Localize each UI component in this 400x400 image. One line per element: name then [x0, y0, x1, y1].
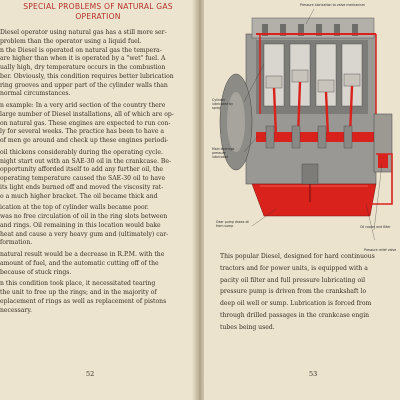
text-line: ber. Obviously, this condition requires better lubrication: [0, 72, 174, 80]
callout-main-bearings: Main bearings pressure lubricated: [212, 147, 235, 159]
title-line-1: SPECIAL PROBLEMS OF NATURAL GAS: [23, 2, 173, 11]
text-line: normal circumstances.: [0, 90, 71, 98]
left-page: [0, 0, 196, 400]
callout-cylinder-spray: Cylinder lubricated by spray: [212, 98, 233, 110]
text-line: because of stuck rings.: [0, 268, 72, 276]
paragraph: [0, 102, 190, 146]
text-line: was no free circulation of oil in the ring slots between: [0, 213, 168, 220]
paragraph: [0, 29, 190, 99]
text-line: Diesel operator using natural gas has a still more ser-: [0, 29, 167, 36]
text-line: operating temperature caused the SAE-30 oil to have: [0, 175, 166, 182]
right-text-line: deep oil well or sump. Lubrication is forced from: [220, 300, 372, 308]
text-line: formation.: [0, 239, 33, 247]
engine-drawing: [216, 4, 400, 240]
text-line: n the Diesel is operated on natural gas the tempera-: [0, 46, 162, 54]
page-number-right: 53: [309, 370, 318, 378]
text-line: large number of Diesel installations, all of which are op-: [0, 110, 174, 118]
text-line: its light ends burned off and moved the viscosity rat-: [0, 183, 164, 191]
right-body-text: [220, 251, 400, 334]
text-line: eplacement of rings as well as replacement of pistons: [0, 297, 167, 305]
text-line: n this condition took place, it necessitated tearing: [0, 280, 156, 288]
text-line: amount of fuel, and the automatic cutting off of the: [0, 259, 159, 267]
text-line: of men go around and check up these engines periodi-: [0, 137, 169, 144]
right-page: [204, 0, 400, 400]
right-text-line: This popular Diesel, designed for hard continuous: [220, 253, 375, 260]
callout-gear-pump: Gear pump draws oil from sump: [216, 220, 250, 228]
title-line-2: OPERATION: [75, 12, 121, 21]
text-line: and rings. Oil remaining in this location would bake: [0, 221, 161, 229]
text-line: o a much higher bracket. The oil became thick and: [0, 192, 158, 200]
text-line: n example: In a very arid section of the country there: [0, 102, 166, 109]
engine-cutaway-illustration: [216, 4, 400, 240]
right-text-line: through drilled passages in the crankcase engin: [220, 311, 370, 319]
text-line: problem than the operator using a liquid fuel.: [0, 37, 142, 45]
text-line: ring grooves and upper part of the cylinder walls than: [0, 81, 168, 89]
callout-relief-valve: Pressure relief valve: [364, 248, 397, 252]
paragraph: [0, 251, 190, 277]
paragraph: [0, 204, 190, 248]
text-line: on natural gas. These engines are expected to run con-: [0, 119, 171, 127]
right-text-line: tubes being used.: [220, 323, 275, 331]
paragraph: [0, 280, 190, 315]
text-line: natural result would be a decrease in R.P.M. with the: [0, 251, 165, 258]
callout-valve-mechanism: Pressure lubrication to valve mechanism: [300, 3, 365, 7]
text-line: opportunity afforded itself to add any further oil, the: [0, 166, 163, 174]
callout-oil-filter: Oil cooler and filter: [360, 225, 391, 229]
text-line: night start out with an SAE-30 oil in the crankcase. Be-: [0, 157, 172, 165]
right-text-line: tractors and for power units, is equipped with a: [220, 264, 368, 272]
text-line: are higher than when it is operated by a "wet" fuel. A: [0, 55, 166, 63]
paragraph: [0, 149, 190, 202]
text-line: the unit to free up the rings; and in the majority of: [0, 289, 157, 296]
text-line: heat and cause a very heavy gum and (ultimately) car-: [0, 230, 169, 238]
right-text-line: pacity oil filter and full pressure lubricating oil: [220, 276, 366, 284]
left-body-text: [0, 29, 190, 318]
page-number-left: 52: [86, 370, 95, 378]
right-text-line: pressure pump is driven from the crankshaft lo: [220, 288, 367, 296]
text-line: oil thickens considerably during the operating cycle.: [0, 148, 163, 156]
text-line: ication at the top of cylinder walls became poor.: [0, 204, 149, 212]
text-line: ually high, dry temperature occurs in the combustion: [0, 64, 166, 71]
text-line: ly for several weeks. The practice has been to have a: [0, 128, 165, 136]
chapter-title: [0, 2, 196, 22]
text-line: necessary.: [0, 306, 32, 314]
